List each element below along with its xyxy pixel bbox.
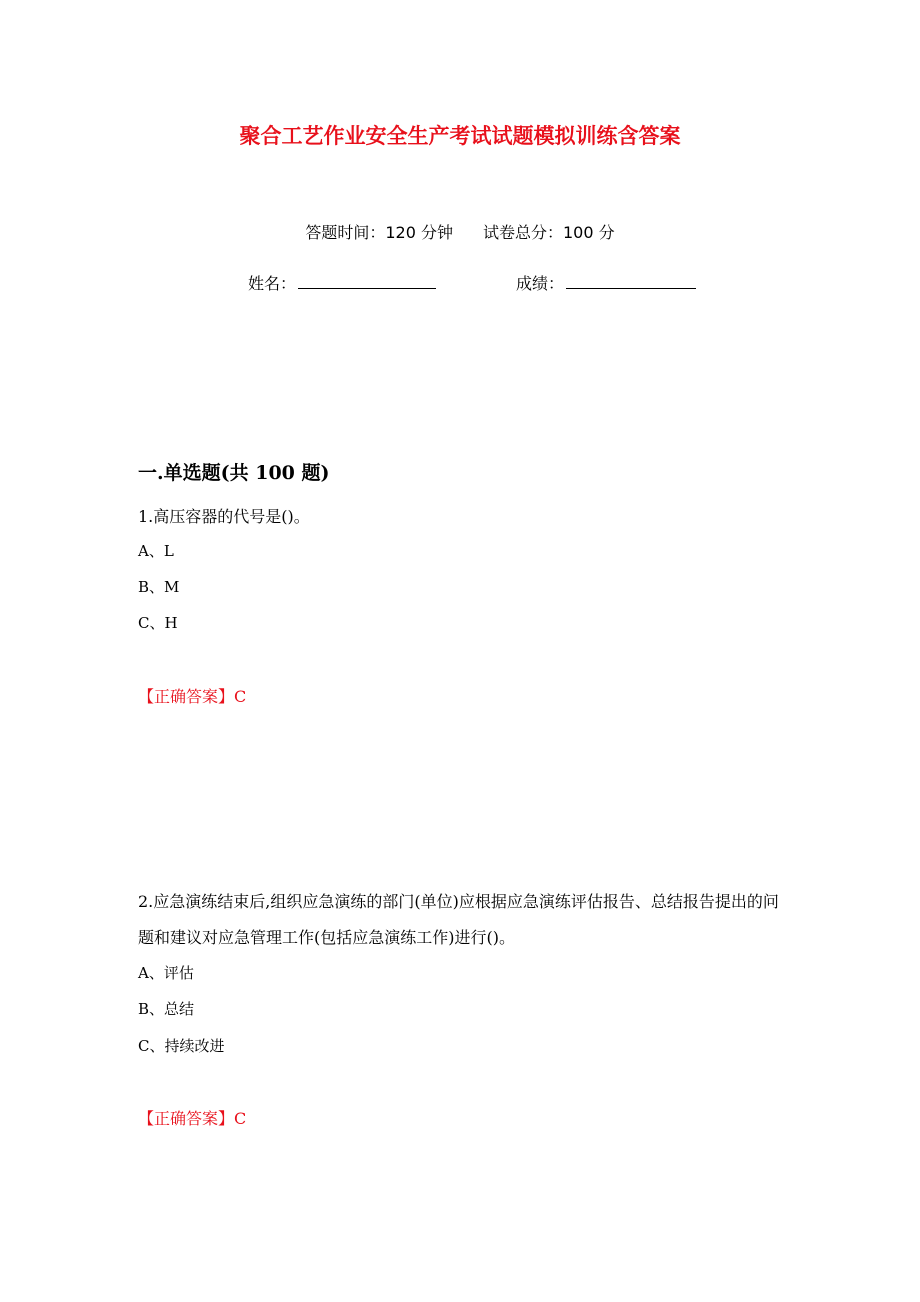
question-2-option-b: B、总结 xyxy=(138,1000,195,1018)
question-2-answer: 【正确答案】C xyxy=(138,1109,247,1128)
score-label: 成绩： xyxy=(516,274,565,293)
question-1-stem: 1.高压容器的代号是()。 xyxy=(138,507,310,526)
exam-total-score: 试卷总分：100 分 xyxy=(483,223,615,242)
question-1-option-b: B、M xyxy=(138,578,180,596)
score-blank[interactable] xyxy=(566,270,696,289)
question-1-answer: 【正确答案】C xyxy=(138,687,247,706)
question-1-option-a: A、L xyxy=(138,542,174,560)
question-2-option-c: C、持续改进 xyxy=(138,1037,225,1055)
question-2-stem: 2.应急演练结束后,组织应急演练的部门(单位)应根据应急演练评估报告、总结报告提出的问题和建议对应急管理工作(包括应急演练工作)进行()。 xyxy=(138,892,779,947)
name-field xyxy=(248,270,436,297)
score-field xyxy=(516,270,696,297)
exam-meta xyxy=(0,220,920,246)
question-2-option-a: A、评估 xyxy=(138,964,194,982)
name-blank[interactable] xyxy=(298,270,436,289)
name-label: 姓名： xyxy=(248,274,297,293)
question-1-option-c: C、H xyxy=(138,614,178,632)
section-heading: 一.单选题(共 100 题) xyxy=(138,462,330,484)
exam-time: 答题时间：120 分钟 xyxy=(305,223,453,242)
document-title: 聚合工艺作业安全生产考试试题模拟训练含答案 xyxy=(239,124,681,148)
